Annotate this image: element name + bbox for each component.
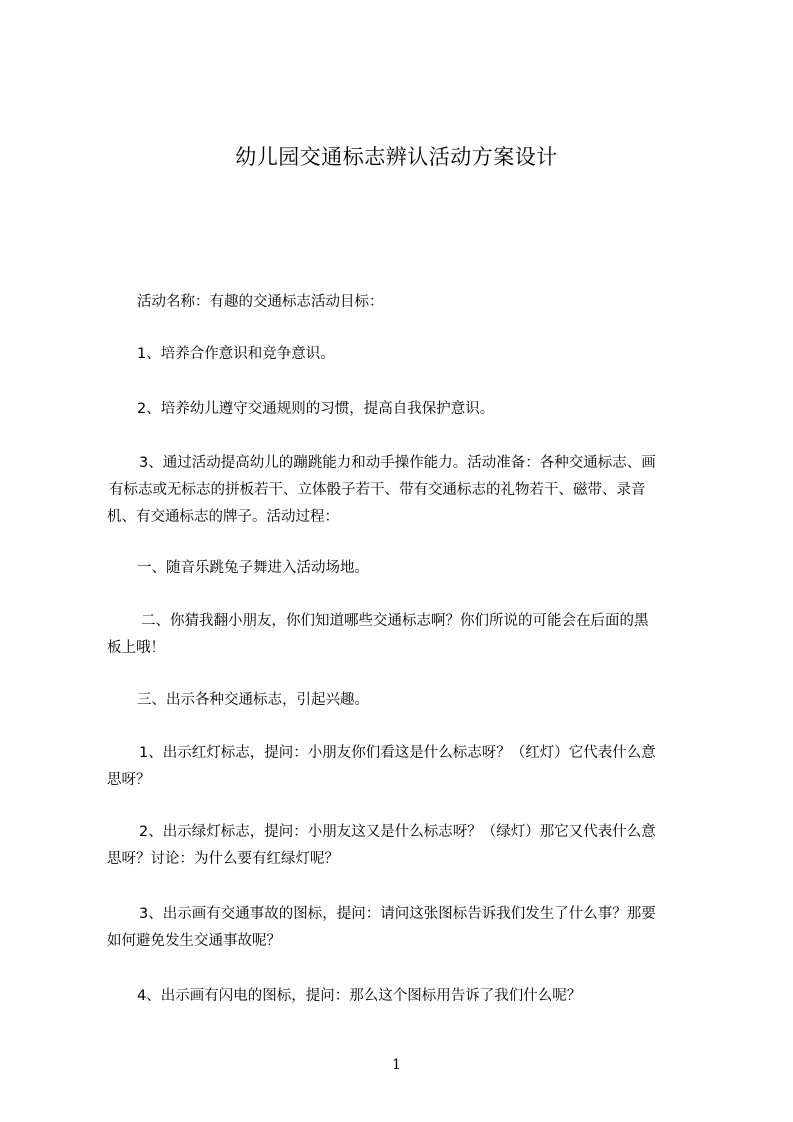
paragraph-red-light-line-2: 思呀？ <box>107 772 151 788</box>
paragraph-goal-3-line-1: 3、通过活动提高幼儿的蹦跳能力和动手操作能力。活动准备：各种交通标志、画 <box>139 455 656 471</box>
paragraph-goal-3-line-3: 机、有交通标志的牌子。活动过程： <box>107 509 339 525</box>
paragraph-step-2-line-1: 二、你猜我翻小朋友，你们知道哪些交通标志啊？你们所说的可能会在后面的黑 <box>141 613 649 629</box>
document-title: 幼儿园交通标志辨认活动方案设计 <box>235 145 558 169</box>
paragraph-goal-2: 2、培养幼儿遵守交通规则的习惯，提高自我保护意识。 <box>137 401 495 417</box>
paragraph-goal-1: 1、培养合作意识和竞争意识。 <box>137 346 335 362</box>
paragraph-step-1: 一、随音乐跳兔子舞进入活动场地。 <box>137 560 369 576</box>
paragraph-green-light-line-2: 思呀？讨论：为什么要有红绿灯呢？ <box>107 851 339 867</box>
paragraph-green-light-line-1: 2、出示绿灯标志，提问：小朋友这又是什么标志呀？（绿灯）那它又代表什么意 <box>139 824 656 840</box>
paragraph-lightning-icon: 4、出示画有闪电的图标，提问：那么这个图标用告诉了我们什么呢？ <box>137 988 582 1004</box>
paragraph-step-3: 三、出示各种交通标志，引起兴趣。 <box>137 692 369 708</box>
paragraph-accident-icon-line-2: 如何避免发生交通事故呢？ <box>107 933 281 949</box>
page-number: 1 <box>392 1057 401 1073</box>
paragraph-step-2-line-2: 板上哦！ <box>107 640 165 656</box>
paragraph-red-light-line-1: 1、出示红灯标志，提问：小朋友你们看这是什么标志呀？（红灯）它代表什么意 <box>139 745 656 761</box>
paragraph-goal-3-line-2: 有标志或无标志的拼板若干、立体骰子若干、带有交通标志的礼物若干、磁带、录音 <box>109 482 646 498</box>
paragraph-activity-name: 活动名称：有趣的交通标志活动目标： <box>137 294 384 310</box>
paragraph-accident-icon-line-1: 3、出示画有交通事故的图标，提问：请问这张图标告诉我们发生了什么事？那要 <box>139 906 656 922</box>
